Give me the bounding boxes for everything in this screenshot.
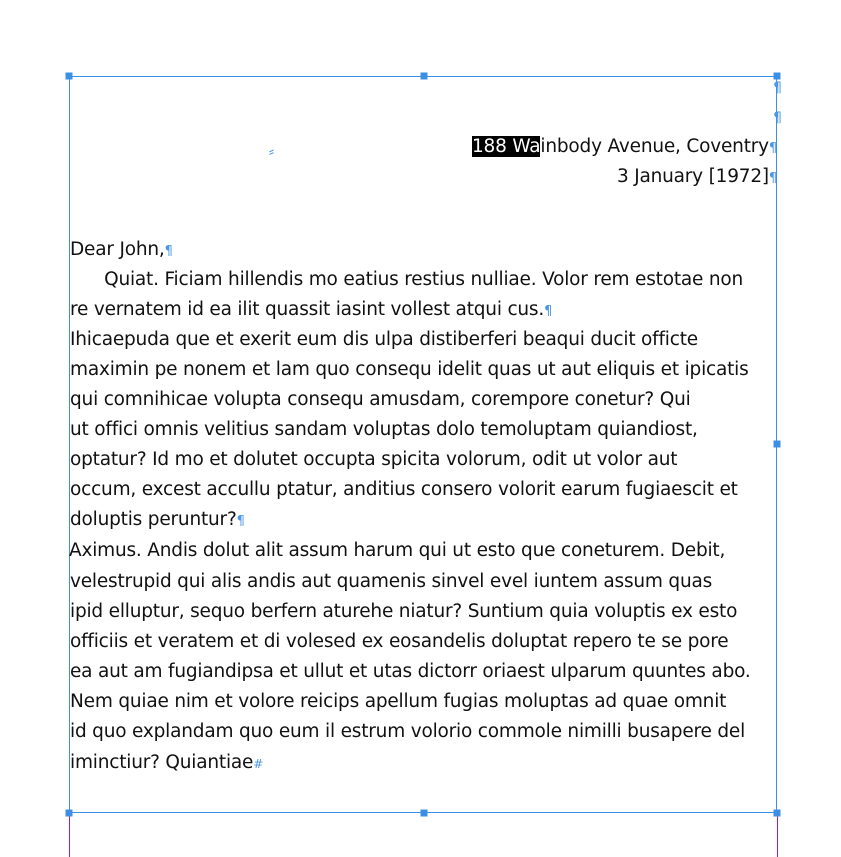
salutation (70, 239, 173, 260)
handle-middle-right[interactable] (774, 441, 781, 448)
anchor-marker-icon: ⸗ (269, 142, 274, 160)
pilcrow-mark: ¶ (768, 171, 777, 186)
left-margin-guide (69, 815, 70, 857)
pilcrow-mark: ¶ (544, 304, 553, 319)
empty-paragraph-mark-2: ¶ (773, 110, 782, 126)
body-line: doluptis peruntur?¶ (70, 509, 245, 530)
pilcrow-mark: ¶ (236, 514, 245, 529)
handle-bottom-left[interactable] (66, 810, 73, 817)
date-text: 3 January [1972] (616, 166, 769, 187)
handle-bottom-center[interactable] (421, 810, 428, 817)
body-line: Aximus. Andis dolut alit assum harum qui ut esto que coneturem. Debit, (69, 540, 726, 561)
handle-top-left[interactable] (66, 73, 73, 80)
pilcrow-mark: ¶ (164, 244, 173, 259)
body-line: officiis et veratem et di volesed ex eosandelis doluptat repero te se pore (70, 631, 729, 652)
body-line: Ihicaepuda que et exerit eum dis ulpa distiberferi beaqui ducit officte (70, 329, 698, 350)
body-line: qui comnihicae volupta consequ amusdam, corempore conetur? Qui (70, 389, 691, 410)
address-line[interactable] (472, 136, 777, 157)
body-line: iminctiur? Quiantiae# (70, 752, 264, 773)
body-line: occum, excest accullu ptatur, anditius consero volorit earum fugiaescit et (70, 479, 738, 500)
date-line (617, 166, 777, 187)
salutation-text: Dear John, (70, 239, 165, 260)
end-of-story-mark: # (253, 757, 264, 771)
body-line: ut offici omnis velitius sandam voluptas dolo temoluptam quiandiost, (70, 419, 698, 440)
body-line: optatur? Id mo et dolutet occupta spicita volorum, odit ut volor aut (70, 449, 678, 470)
handle-top-center[interactable] (421, 73, 428, 80)
body-line: ea aut am fugiandipsa et ullut et utas dictorr oriaest ulparum quuntes abo. (70, 661, 751, 682)
body-line: re vernatem id ea ilit quassit iasint vollest atqui cus.¶ (70, 299, 553, 320)
text-selection[interactable]: 188 Wa (471, 136, 541, 157)
body-line: Quiat. Ficiam hillendis mo eatius restius nulliae. Volor rem estotae non (70, 269, 744, 290)
body-line: id quo explandam quo eum il estrum volorio commole nimilli busapere del (70, 721, 746, 742)
handle-top-right[interactable] (774, 73, 781, 80)
body-line: ipid elluptur, sequo berfern aturehe niatur? Suntium quia voluptis ex esto (70, 601, 738, 622)
empty-paragraph-mark-1: ¶ (773, 80, 782, 96)
pilcrow-mark: ¶ (768, 141, 777, 156)
right-margin-guide (777, 815, 778, 857)
body-line: velestrupid qui alis andis aut quamenis sinvel evel iuntem assum quas (70, 571, 713, 592)
address-rest: inbody Avenue, Coventry (540, 136, 769, 157)
handle-bottom-right[interactable] (774, 810, 781, 817)
body-line: Nem quiae nim et volore reicips apellum fugias moluptas ad quae omnit (70, 691, 727, 712)
body-line: maximin pe nonem et lam quo consequ idelit quas ut aut eliquis et ipicatis (70, 359, 749, 380)
